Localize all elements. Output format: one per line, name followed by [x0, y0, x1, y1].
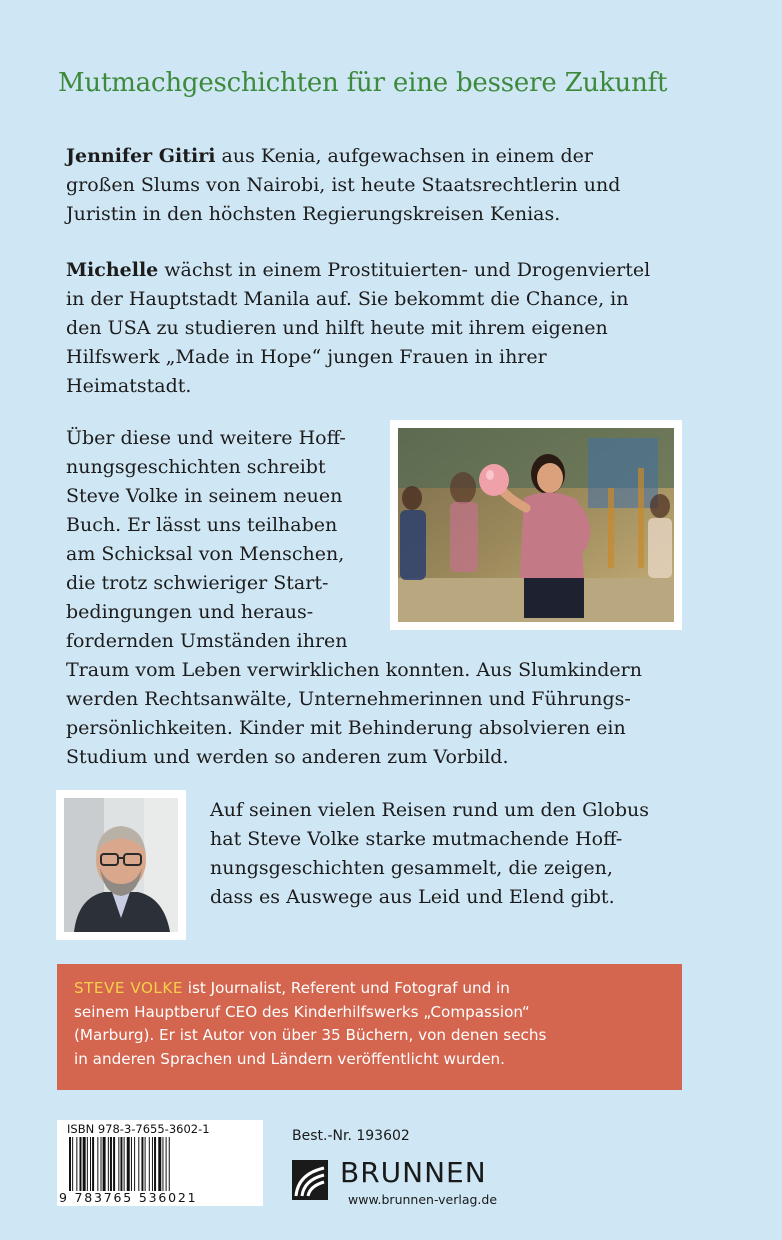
paragraph-dreams: [66, 656, 686, 772]
text-line: Über diese und weitere Hoff-: [66, 427, 346, 449]
author-name: STEVE VOLKE: [74, 979, 183, 997]
author-portrait-illustration: [64, 798, 178, 932]
barcode-bar: [127, 1137, 130, 1191]
paragraph-michelle: [66, 256, 666, 401]
text-line: Buch. Er lässt uns teilhaben: [66, 514, 338, 536]
person-name-jennifer: Jennifer Gitiri: [66, 145, 216, 167]
barcode-bar: [92, 1137, 94, 1191]
text-line: nungsgeschichten schreibt: [66, 456, 326, 478]
bio-line: [74, 977, 666, 1001]
text-line: persönlichkeiten. Kinder mit Behinderung absolvieren ein: [66, 717, 626, 739]
barcode-bar: [76, 1137, 77, 1191]
text-line: Auf seinen vielen Reisen rund um den Globus: [210, 799, 649, 821]
bio-line: in anderen Sprachen und Ländern veröffentlicht wurden.: [74, 1049, 506, 1068]
paragraph-jennifer: [66, 142, 666, 229]
author-bio-box: [57, 964, 682, 1090]
text-line: die trotz schwieriger Start-: [66, 572, 329, 594]
bio-line: seinem Hauptberuf CEO des Kinderhilfswerks „Compassion“: [74, 1002, 530, 1021]
barcode-bar: [131, 1137, 132, 1191]
publisher-url: www.brunnen-verlag.de: [348, 1192, 498, 1207]
barcode-bar: [149, 1137, 150, 1191]
isbn-barcode: [57, 1120, 263, 1206]
brunnen-logo-icon: [292, 1160, 328, 1200]
bio-text: ist Journalist, Referent und Fotograf und in: [182, 979, 510, 997]
barcode-bar: [138, 1137, 139, 1191]
barcode-bar: [103, 1137, 106, 1191]
barcode-bar: [108, 1137, 109, 1191]
text-line: bedingungen und heraus-: [66, 601, 314, 623]
barcode-bar: [69, 1137, 71, 1191]
barcode-bar: [124, 1137, 125, 1191]
person-name-michelle: Michelle: [66, 259, 159, 281]
barcode-bar: [118, 1137, 119, 1191]
paragraph-michelle-text: wächst in einem Prostituierten- und Drogenviertel in der Hauptstadt Manila auf. Sie bekommt die Chance, in den USA zu studieren und hilft heute mit ihrem eigenen Hilfswerk „Made in Hope“ jungen Frauen in ihrer Heimatstadt.: [66, 259, 651, 397]
text-line: nungsgeschichten gesammelt, die zeigen,: [210, 857, 613, 879]
barcode-bar: [80, 1137, 82, 1191]
photo-girl-with-balloon: [390, 420, 682, 630]
barcode-bar: [101, 1137, 102, 1191]
barcode-bar: [83, 1137, 86, 1191]
barcode-bar: [158, 1137, 161, 1191]
text-line: hat Steve Volke starke mutmachende Hoff-: [210, 828, 623, 850]
barcode-bar: [110, 1137, 112, 1191]
barcode-bar: [166, 1137, 167, 1191]
text-line: Steve Volke in seinem neuen: [66, 485, 343, 507]
barcode-bar: [141, 1137, 143, 1191]
paragraph-travels: [210, 796, 690, 912]
text-line: Studium und werden so anderen zum Vorbild.: [66, 746, 509, 768]
isbn-label: ISBN 978-3-7655-3602-1: [67, 1122, 210, 1136]
text-line: am Schicksal von Menschen,: [66, 543, 345, 565]
barcode-bar: [145, 1137, 146, 1191]
photo-girl-illustration: [398, 428, 674, 622]
publisher-name: BRUNNEN: [340, 1156, 487, 1189]
headline: Mutmachgeschichten für eine bessere Zukunft: [58, 68, 668, 98]
bio-line: (Marburg). Er ist Autor von über 35 Büchern, von denen sechs: [74, 1026, 547, 1044]
barcode-bar: [113, 1137, 115, 1191]
text-line: fordernden Umständen ihren: [66, 630, 348, 652]
isbn-digits: 9 783765 536021: [59, 1190, 198, 1205]
barcode-bar: [134, 1137, 135, 1191]
text-line: werden Rechtsanwälte, Unternehmerinnen und Führungs-: [66, 688, 631, 710]
barcode-bar: [72, 1137, 73, 1191]
barcode-bars: [69, 1137, 255, 1191]
barcode-bar: [87, 1137, 88, 1191]
order-number: Best.-Nr. 193602: [292, 1128, 410, 1144]
text-line: dass es Auswege aus Leid und Elend gibt.: [210, 886, 615, 908]
paragraph-jennifer-text: aus Kenia, aufgewachsen in einem der großen Slums von Nairobi, ist heute Staatsrechtlerin und Juristin in den höchsten Regierungskreisen Kenias.: [66, 145, 621, 225]
barcode-bar: [152, 1137, 153, 1191]
barcode-bar: [97, 1137, 98, 1191]
barcode-bar: [154, 1137, 156, 1191]
barcode-bar: [120, 1137, 122, 1191]
barcode-bar: [169, 1137, 170, 1191]
barcode-bar: [90, 1137, 91, 1191]
barcode-bar: [162, 1137, 163, 1191]
author-portrait: [56, 790, 186, 940]
text-line: Traum vom Leben verwirklichen konnten. Aus Slumkindern: [66, 659, 642, 681]
paragraph-hope-stories: [66, 424, 386, 656]
